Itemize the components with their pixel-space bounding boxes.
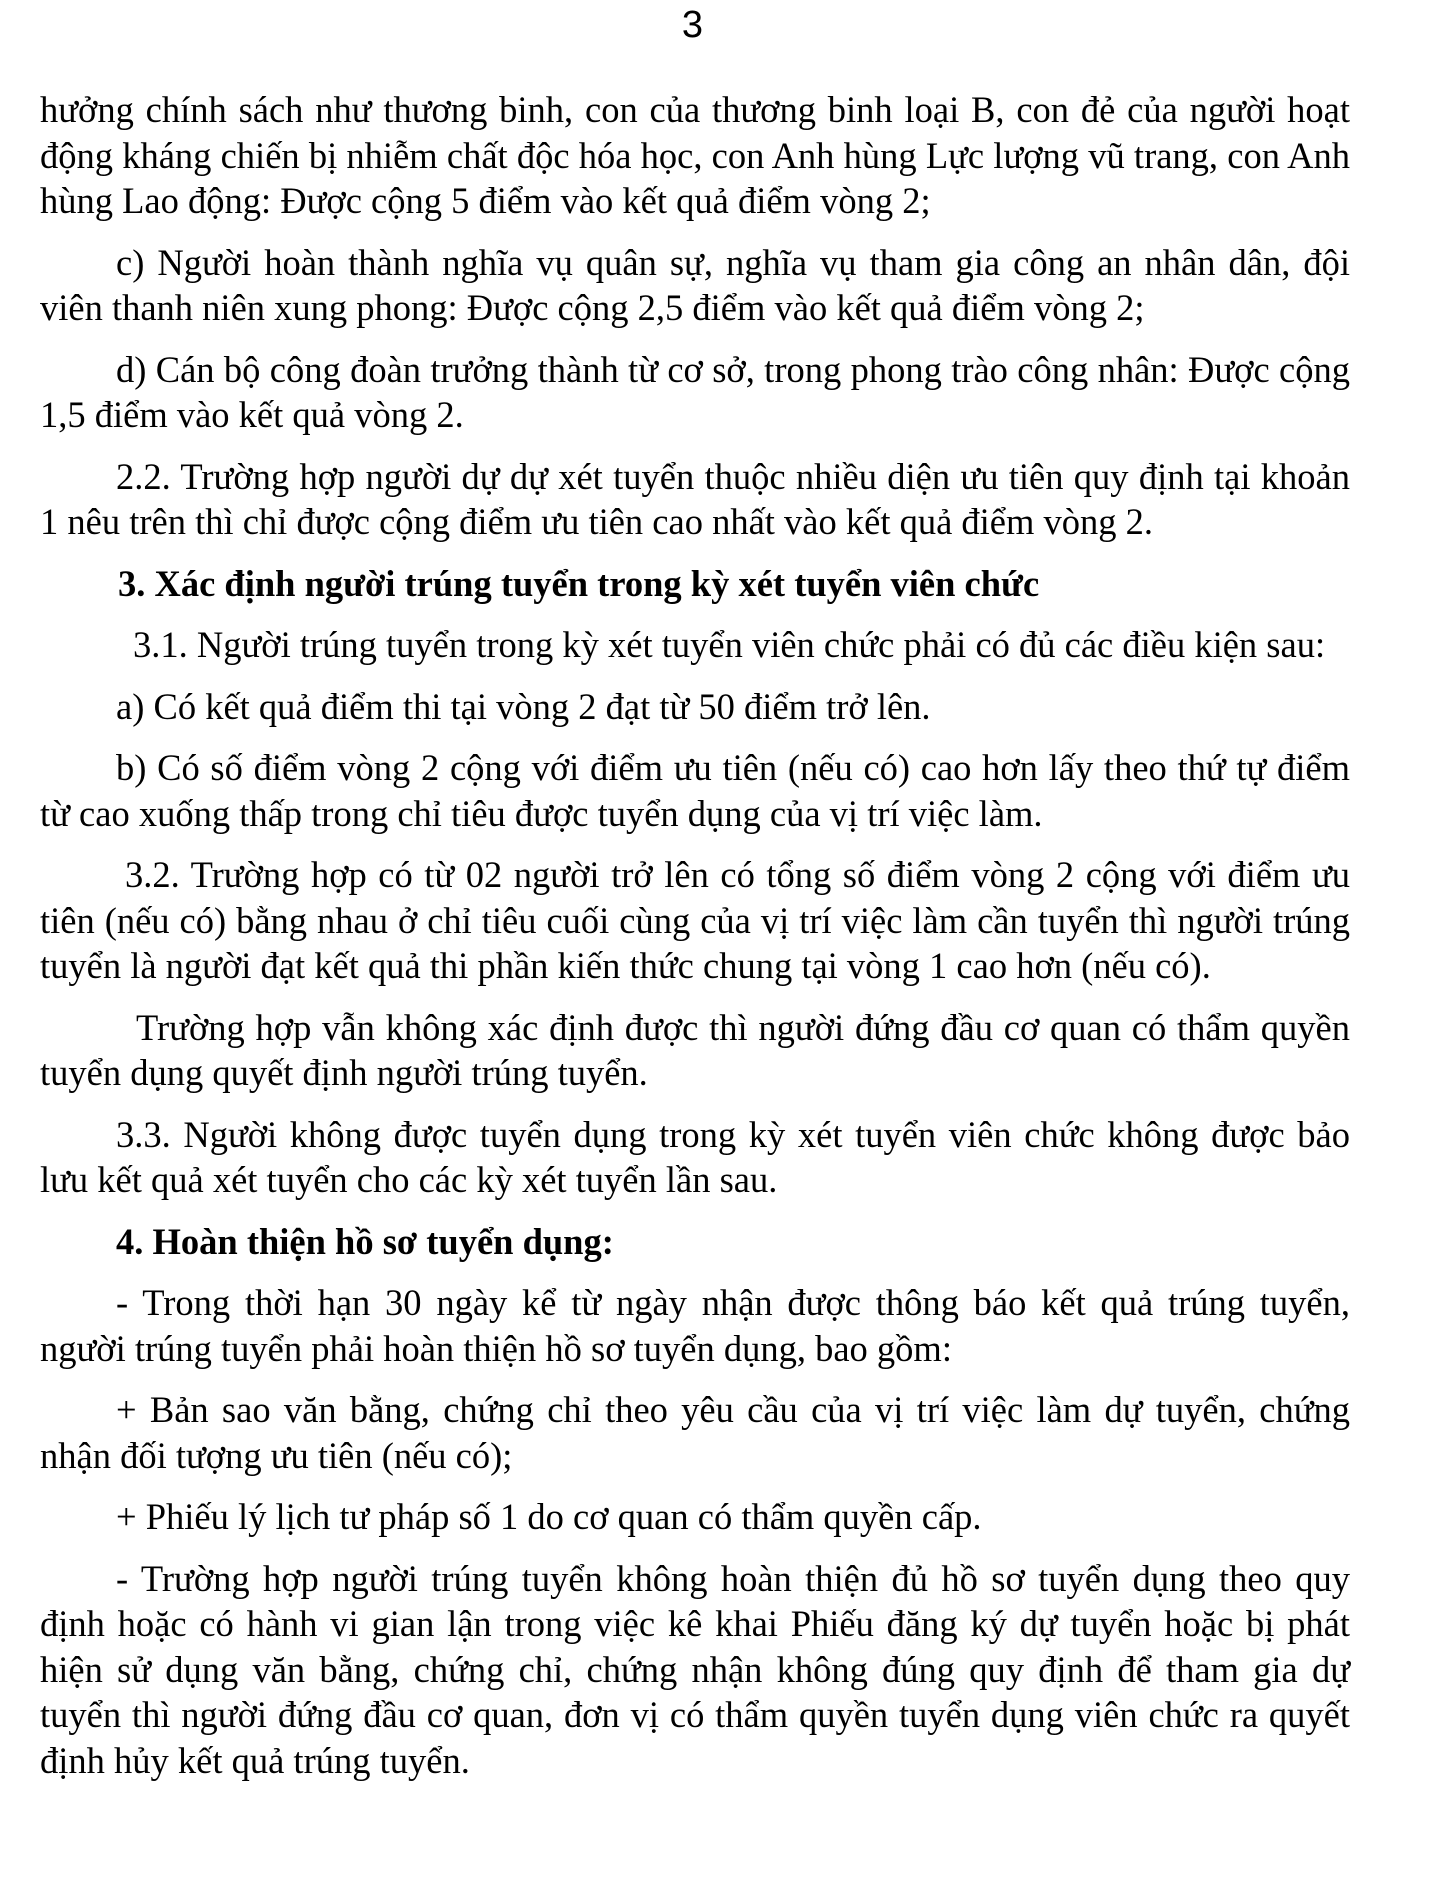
paragraph-item-d: d) Cán bộ công đoàn trưởng thành từ cơ sở, trong phong trào công nhân: Được cộng 1,5 điểm vào kết quả vòng 2. [40,348,1350,435]
paragraph-criminal-record: + Phiếu lý lịch tư pháp số 1 do cơ quan có thẩm quyền cấp. [116,1496,982,1537]
paragraph-30-days: - Trong thời hạn 30 ngày kể từ ngày nhận được thông báo kết quả trúng tuyển, người trúng tuyển phải hoàn thiện hồ sơ tuyển dụng, bao gồm: [40,1282,1350,1369]
paragraph-unresolved-case: Trường hợp vẫn không xác định được thì người đứng đầu cơ quan có thẩm quyền tuyển dụng quyết định người trúng tuyển. [40,1006,1350,1093]
paragraph-3-3: 3.3. Người không được tuyển dụng trong kỳ xét tuyển viên chức không được bảo lưu kết quả xét tuyển cho các kỳ xét tuyển lần sau. [40,1113,1350,1200]
paragraph-cancellation: - Trường hợp người trúng tuyển không hoàn thiện đủ hồ sơ tuyển dụng theo quy định hoặc có hành vi gian lận trong việc kê khai Phiếu đăng ký dự tuyển hoặc bị phát hiện sử dụng văn bằng, chứng chỉ, chứng nhận không đúng quy định để tham gia dự tuyển thì người đứng đầu cơ quan, đơn vị có thẩm quyền tuyển dụng viên chức ra quyết định hủy kết quả trúng tuyển. [40,1557,1350,1781]
heading-section-4: 4. Hoàn thiện hồ sơ tuyển dụng: [116,1220,614,1262]
page-number: 3 [681,4,704,46]
paragraph-item-a: a) Có kết quả điểm thi tại vòng 2 đạt từ 50 điểm trở lên. [116,685,931,727]
paragraph-2-2: 2.2. Trường hợp người dự dự xét tuyển thuộc nhiều diện ưu tiên quy định tại khoản 1 nêu trên thì chỉ được cộng điểm ưu tiên cao nhất vào kết quả điểm vòng 2. [40,455,1350,542]
paragraph-3-2: 3.2. Trường hợp có từ 02 người trở lên có tổng số điểm vòng 2 cộng với điểm ưu tiên (nếu có) bằng nhau ở chỉ tiêu cuối cùng của vị trí việc làm cần tuyển thì người trúng tuyển là người đạt kết quả thi phần kiến thức chung tại vòng 1 cao hơn (nếu có). [40,854,1350,986]
heading-section-3: 3. Xác định người trúng tuyển trong kỳ xét tuyển viên chức [118,562,1040,604]
paragraph-priority-5-points: hưởng chính sách như thương binh, con của thương binh loại B, con đẻ của người hoạt động kháng chiến bị nhiễm chất độc hóa học, con Anh hùng Lực lượng vũ trang, con Anh hùng Lao động: Được cộng 5 điểm vào kết quả điểm vòng 2; [40,89,1350,221]
paragraph-item-b: b) Có số điểm vòng 2 cộng với điểm ưu tiên (nếu có) cao hơn lấy theo thứ tự điểm từ cao xuống thấp trong chỉ tiêu được tuyển dụng của vị trí việc làm. [40,747,1350,834]
paragraph-item-c: c) Người hoàn thành nghĩa vụ quân sự, nghĩa vụ tham gia công an nhân dân, đội viên thanh niên xung phong: Được cộng 2,5 điểm vào kết quả điểm vòng 2; [40,241,1350,328]
paragraph-3-1: 3.1. Người trúng tuyển trong kỳ xét tuyển viên chức phải có đủ các điều kiện sau: [133,624,1326,665]
paragraph-diploma-copies: + Bản sao văn bằng, chứng chỉ theo yêu cầu của vị trí việc làm dự tuyển, chứng nhận đối tượng ưu tiên (nếu có); [40,1389,1350,1476]
document-body [40,87,1350,1783]
